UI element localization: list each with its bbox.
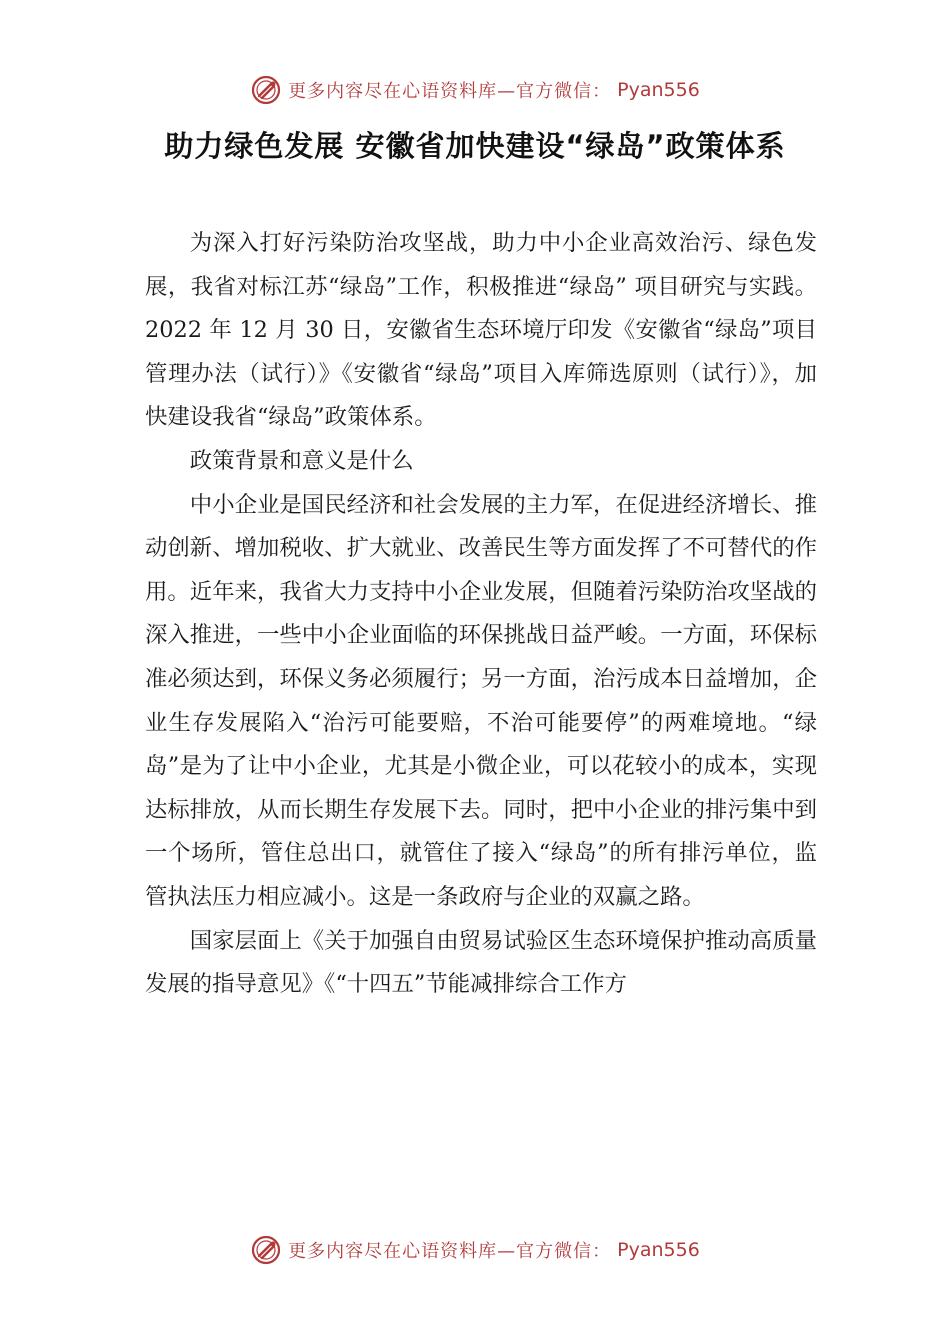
paragraph-national-policy: 国家层面上《关于加强自由贸易试验区生态环境保护推动高质量发展的指导意见》《“十四五”节能减排综合工作方 bbox=[145, 927, 817, 998]
document-body bbox=[145, 222, 817, 1007]
watermark-text: 更多内容尽在心语资料库—官方微信： bbox=[288, 81, 612, 102]
footer-watermark bbox=[0, 1234, 950, 1266]
red-seal-logo-icon bbox=[250, 1234, 282, 1266]
red-seal-logo-icon bbox=[250, 74, 282, 106]
document-title: 助力绿色发展 安徽省加快建设“绿岛”政策体系 bbox=[164, 129, 786, 163]
watermark-wechat-id: Pyan556 bbox=[617, 79, 700, 101]
header-watermark bbox=[0, 74, 950, 106]
section-heading-background: 政策背景和意义是什么 bbox=[189, 447, 414, 474]
paragraph-intro: 为深入打好污染防治攻坚战，助力中小企业高效治污、绿色发展，我省对标江苏“绿岛”工作，积极推进“绿岛” 项目研究与实践。2022 年 12 月 30 日，安徽省生态环境厅印发《安徽省“绿岛”项目管理办法（试行）》《安徽省“绿岛”项目入库筛选原则（试行）》，加快建设我省“绿岛”政策体系。 bbox=[145, 230, 817, 431]
watermark-text: 更多内容尽在心语资料库—官方微信： bbox=[288, 1241, 612, 1262]
paragraph-background: 中小企业是国民经济和社会发展的主力军，在促进经济增长、推动创新、增加税收、扩大就业、改善民生等方面发挥了不可替代的作用。近年来，我省大力支持中小企业发展，但随着污染防治攻坚战的深入推进，一些中小企业面临的环保挑战日益严峻。一方面，环保标准必须达到，环保义务必须履行；另一方面，治污成本日益增加，企业生存发展陷入“治污可能要赔，不治可能要停”的两难境地。“绿岛”是为了让中小企业，尤其是小微企业，可以花较小的成本，实现达标排放，从而长期生存发展下去。同时，把中小企业的排污集中到一个场所，管住总出口，就管住了接入“绿岛”的所有排污单位，监管执法压力相应减小。这是一条政府与企业的双赢之路。 bbox=[145, 491, 817, 910]
watermark-wechat-id: Pyan556 bbox=[617, 1239, 700, 1261]
